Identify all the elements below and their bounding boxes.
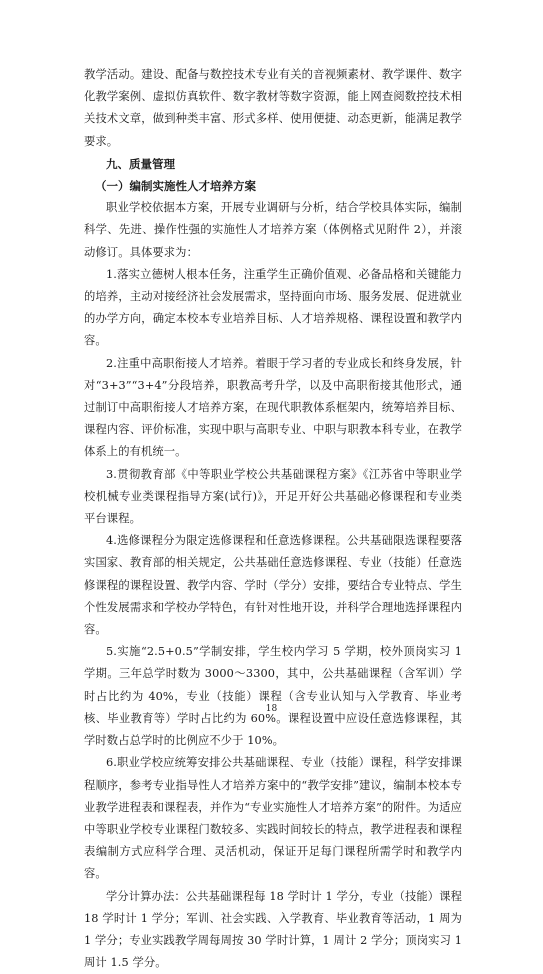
page-body (84, 64, 462, 974)
paragraph-item-5: 5.实施“2.5+0.5”学制安排，学生校内学习 5 学期，校外顶岗实习 1 学期。三年总学时数为 3000～3300，其中，公共基础课程（含军训）学时占比约为 40%，专业（技能）课程（含专业认知与入学教育、毕业考核、毕业教育等）学时占比约为 60%。课程设置中应设任意选修课程，其学时数占总学时的比例应不少于 10%。 (84, 645, 462, 748)
paragraph-item-3: 3.贯彻教育部《中等职业学校公共基础课程方案》《江苏省中等职业学校机械专业类课程指导方案(试行)》，开足开好公共基础必修课程和专业类平台课程。 (84, 467, 462, 526)
page-number: 18 (265, 704, 278, 714)
paragraph-item-4: 4.选修课程分为限定选修课程和任意选修课程。公共基础限选课程要落实国家、教育部的相关规定，公共基础任意选修课程、专业（技能）任意选修课程的课程设置、教学内容、学时（学分）安排，要结合专业特点、学生个性发展需求和学校办学特色，有针对性地开设，并科学合理地选择课程内容。 (84, 534, 462, 637)
paragraph-item-2: 2.注重中高职衔接人才培养。着眼于学习者的专业成长和终身发展，针对“3+3”“3+4”分段培养，职教高考升学，以及中高职衔接其他形式，通过制订中高职衔接人才培养方案，在现代职教体系框架内，统筹培养目标、课程内容、评价标准，实现中职与高职专业、中职与职教本科专业，在教学体系上的有机统一。 (84, 356, 462, 459)
section-heading-quality-management: 九、质量管理 (106, 156, 175, 171)
paragraph-intro: 职业学校依据本方案，开展专业调研与分析，结合学校具体实际，编制科学、先进、操作性强的实施性人才培养方案（体例格式见附件 2），并滚动修订。具体要求为： (84, 201, 462, 259)
paragraph-digital-resources: 教学活动。建设、配备与数控技术专业有关的音视频素材、教学课件、数字化教学案例、虚拟仿真软件、数字教材等数字资源，能上网查阅数控技术相关技术文章，做到种类丰富、形式多样、使用便捷、动态更新，能满足教学要求。 (84, 68, 462, 148)
paragraph-item-1: 1.落实立德树人根本任务，注重学生正确价值观、必备品格和关键能力的培养，主动对接经济社会发展需求，坚持面向市场、服务发展、促进就业的办学方向，确定本校本专业培养目标、人才培养规格、课程设置和教学内容。 (84, 267, 462, 348)
paragraph-item-6: 6.职业学校应统筹安排公共基础课程、专业（技能）课程，科学安排课程顺序，参考专业指导性人才培养方案中的“教学安排”建议，编制本校本专业教学进程表和课程表，并作为“专业实施性人才培养方案”的附件。为适应中等职业学校专业课程门数较多、实践时间较长的特点，教学进程表和课程表编制方式应科学合理、灵活机动，保证开足每门课程所需学时和教学内容。 (84, 756, 462, 881)
paragraph-credit-calculation: 学分计算办法：公共基础课程每 18 学时计 1 学分，专业（技能）课程 18 学时计 1 学分；军训、社会实践、入学教育、毕业教育等活动，1 周为 1 学分；专业实践教学周每周按 30 学时计算，1 周计 2 学分；顶岗实习 1 周计 1.5 学分。 (84, 889, 462, 970)
subsection-heading-training-plan: （一）编制实施性人才培养方案 (95, 179, 256, 194)
